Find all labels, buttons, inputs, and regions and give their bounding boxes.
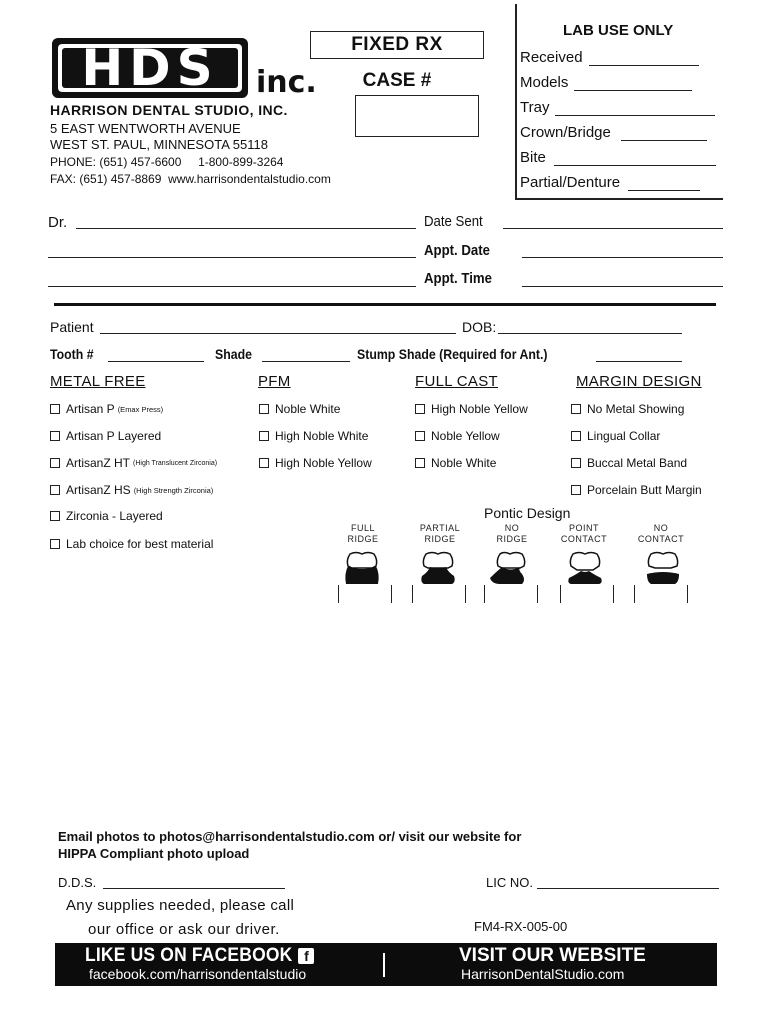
phone-line: PHONE: (651) 457-6600 1-800-899-3264 — [50, 155, 284, 169]
lab-row-label: Tray — [520, 99, 550, 116]
facebook-url: facebook.com/harrisondentalstudio — [89, 966, 307, 982]
dr-field[interactable] — [76, 228, 416, 229]
option-artisanz-ht[interactable] — [50, 456, 217, 470]
lab-use-title: LAB USE ONLY — [563, 22, 674, 39]
footer-banner — [55, 943, 717, 986]
checkbox[interactable] — [50, 511, 60, 521]
pontic-point-contact-icon — [565, 550, 605, 586]
date-sent-field[interactable] — [503, 228, 723, 229]
email-line-1: Email photos to photos@harrisondentalstudio.com or/ visit our website for — [58, 829, 522, 844]
supplies-line-1: Any supplies needed, please call — [66, 897, 295, 914]
form-code: FM4-RX-005-00 — [474, 919, 568, 934]
option-zirconia-layered[interactable] — [50, 509, 163, 523]
facebook-icon: f — [298, 948, 314, 964]
stump-shade-field[interactable] — [596, 361, 682, 362]
pontic-label-line1: PARTIAL — [419, 523, 461, 533]
shade-label: Shade — [215, 346, 252, 362]
dob-field[interactable] — [498, 333, 682, 334]
checkbox[interactable] — [571, 485, 581, 495]
checkbox[interactable] — [50, 539, 60, 549]
dds-field[interactable] — [103, 888, 285, 889]
lab-row-tray[interactable] — [520, 99, 715, 116]
website-url: HarrisonDentalStudio.com — [461, 966, 625, 982]
checkbox[interactable] — [259, 431, 269, 441]
pontic-full-ridge-icon — [342, 550, 382, 586]
checkbox[interactable] — [50, 458, 60, 468]
lic-label: LIC NO. — [486, 875, 533, 890]
dds-label: D.D.S. — [58, 875, 97, 890]
checkbox[interactable] — [50, 485, 60, 495]
option-pfm-high-noble-yellow[interactable] — [259, 456, 372, 470]
option-note: (Emax Press) — [117, 404, 164, 414]
option-label: Porcelain Butt Margin — [587, 483, 702, 497]
pontic-title: Pontic Design — [484, 505, 571, 521]
checkbox[interactable] — [571, 431, 581, 441]
appt-date-field[interactable] — [522, 257, 723, 258]
lab-row-bite[interactable] — [520, 149, 716, 166]
option-label: Zirconia - Layered — [66, 509, 163, 523]
option-pfm-noble-white[interactable] — [259, 402, 340, 416]
tooth-label: Tooth # — [50, 346, 94, 362]
option-label: No Metal Showing — [587, 402, 685, 416]
pontic-label-line2: CONTACT — [560, 534, 608, 544]
address-line-1: 5 EAST WENTWORTH AVENUE — [50, 121, 241, 136]
form-title: FIXED RX — [351, 34, 443, 55]
option-label: High Noble White — [275, 429, 369, 443]
pontic-label-line2: RIDGE — [496, 534, 528, 544]
lab-use-divider — [515, 4, 517, 200]
shade-field[interactable] — [262, 361, 350, 362]
option-label: Lingual Collar — [587, 429, 661, 443]
case-number-box[interactable] — [355, 95, 479, 137]
pontic-label-line2: RIDGE — [347, 534, 379, 544]
option-artisanz-hs[interactable] — [50, 483, 213, 497]
pontic-partial-ridge-icon — [418, 550, 458, 586]
option-cast-noble-yellow[interactable] — [415, 429, 500, 443]
checkbox[interactable] — [571, 458, 581, 468]
option-label: Buccal Metal Band — [587, 456, 688, 470]
dr-label: Dr. — [48, 214, 68, 231]
company-name: HARRISON DENTAL STUDIO, INC. — [50, 102, 288, 118]
option-no-metal-showing[interactable] — [571, 402, 684, 416]
option-label: Noble White — [275, 402, 341, 416]
lab-row-label: Partial/Denture — [520, 174, 621, 191]
lab-row-label: Bite — [520, 149, 546, 166]
tooth-field[interactable] — [108, 361, 204, 362]
address-line-2: WEST ST. PAUL, MINNESOTA 55118 — [50, 137, 268, 152]
option-note: (High Translucent Zirconia) — [133, 459, 218, 467]
option-cast-noble-white[interactable] — [415, 456, 496, 470]
pontic-label-line2: CONTACT — [637, 534, 685, 544]
option-artisan-p[interactable] — [50, 402, 163, 416]
pontic-point-contact-selector[interactable] — [560, 585, 614, 603]
option-note: (High Strength Zirconia) — [133, 485, 214, 495]
appt-date-label: Appt. Date — [424, 242, 490, 259]
pontic-no-ridge-label — [482, 523, 542, 545]
pfm-header: PFM — [258, 373, 291, 390]
date-sent-label: Date Sent — [424, 213, 483, 230]
pontic-no-contact-icon — [643, 550, 683, 586]
option-label: Artisan P Layered — [66, 429, 162, 443]
option-label: High Noble Yellow — [275, 456, 372, 470]
lic-field[interactable] — [537, 888, 719, 889]
lab-row-label: Models — [520, 74, 569, 91]
lab-row-label: Crown/Bridge — [520, 124, 611, 141]
option-cast-high-noble-yellow[interactable] — [415, 402, 528, 416]
website-block[interactable] — [459, 945, 699, 982]
lab-row-line — [628, 178, 700, 191]
logo — [50, 36, 250, 100]
section-divider — [54, 303, 716, 306]
option-lab-choice[interactable] — [50, 537, 213, 551]
logo-suffix: inc. — [256, 65, 317, 100]
option-lingual-collar[interactable] — [571, 429, 660, 443]
option-label: High Noble Yellow — [431, 402, 528, 416]
appt-time-field[interactable] — [522, 286, 723, 287]
pontic-full-ridge-label — [333, 523, 393, 545]
checkbox[interactable] — [415, 404, 425, 414]
metal-free-header: METAL FREE — [50, 373, 146, 390]
patient-label: Patient — [50, 319, 94, 335]
lab-row-partial-denture[interactable] — [520, 174, 700, 191]
checkbox[interactable] — [50, 431, 60, 441]
lab-use-bottom-line — [515, 198, 723, 200]
lab-row-line — [621, 128, 707, 141]
checkbox[interactable] — [50, 404, 60, 414]
address-field-1[interactable] — [48, 257, 416, 258]
supplies-line-2: our office or ask our driver. — [88, 921, 280, 938]
pontic-no-contact-selector[interactable] — [634, 585, 688, 603]
website-title: VISIT OUR WEBSITE — [459, 945, 646, 966]
pontic-label-line1: FULL — [350, 523, 375, 533]
option-label: Noble Yellow — [431, 429, 500, 443]
option-label: Noble White — [431, 456, 497, 470]
full-cast-header: FULL CAST — [415, 373, 498, 390]
lab-row-line — [554, 153, 716, 166]
lab-row-line — [589, 53, 699, 66]
option-porcelain-butt-margin[interactable] — [571, 483, 702, 497]
pontic-label-line1: POINT — [568, 523, 599, 533]
patient-field[interactable] — [100, 333, 456, 334]
pontic-no-contact-label — [631, 523, 691, 545]
option-buccal-metal-band[interactable] — [571, 456, 687, 470]
pontic-no-ridge-selector[interactable] — [484, 585, 538, 603]
stump-shade-label: Stump Shade (Required for Ant.) — [357, 346, 548, 362]
checkbox[interactable] — [259, 404, 269, 414]
option-label: Lab choice for best material — [66, 537, 214, 551]
pontic-point-contact-label — [554, 523, 614, 545]
lab-row-line — [555, 103, 715, 116]
checkbox[interactable] — [571, 404, 581, 414]
checkbox[interactable] — [415, 431, 425, 441]
lab-row-received[interactable] — [520, 49, 699, 66]
pontic-no-ridge-icon — [488, 550, 528, 586]
lab-row-models[interactable] — [520, 74, 692, 91]
margin-design-header: MARGIN DESIGN — [576, 373, 702, 390]
lab-row-crown-bridge[interactable] — [520, 124, 707, 141]
dob-label: DOB: — [462, 319, 497, 335]
option-label: ArtisanZ HS — [66, 483, 131, 497]
lab-row-label: Received — [520, 49, 583, 66]
pontic-partial-ridge-label — [410, 523, 470, 545]
banner-divider — [383, 953, 385, 977]
email-line-2: HIPPA Compliant photo upload — [58, 846, 250, 861]
appt-time-label: Appt. Time — [424, 270, 492, 287]
pontic-partial-ridge-selector[interactable] — [412, 585, 466, 603]
pontic-label-line1: NO — [504, 523, 520, 533]
pontic-full-ridge-selector[interactable] — [338, 585, 392, 603]
option-artisan-p-layered[interactable] — [50, 429, 161, 443]
option-pfm-high-noble-white[interactable] — [259, 429, 368, 443]
form-title-box — [310, 31, 484, 59]
checkbox[interactable] — [415, 458, 425, 468]
fax-line: FAX: (651) 457-8869 www.harrisondentalstudio.com — [50, 172, 331, 186]
checkbox[interactable] — [259, 458, 269, 468]
option-label: ArtisanZ HT — [66, 456, 131, 470]
logo-text: HDS — [81, 39, 219, 97]
option-label: Artisan P — [66, 402, 115, 416]
address-field-2[interactable] — [48, 286, 416, 287]
pontic-label-line1: NO — [653, 523, 669, 533]
facebook-block[interactable] — [85, 945, 355, 982]
case-label: CASE # — [362, 70, 432, 91]
facebook-title: LIKE US ON FACEBOOK — [85, 945, 293, 966]
lab-row-line — [574, 78, 692, 91]
pontic-label-line2: RIDGE — [424, 534, 456, 544]
